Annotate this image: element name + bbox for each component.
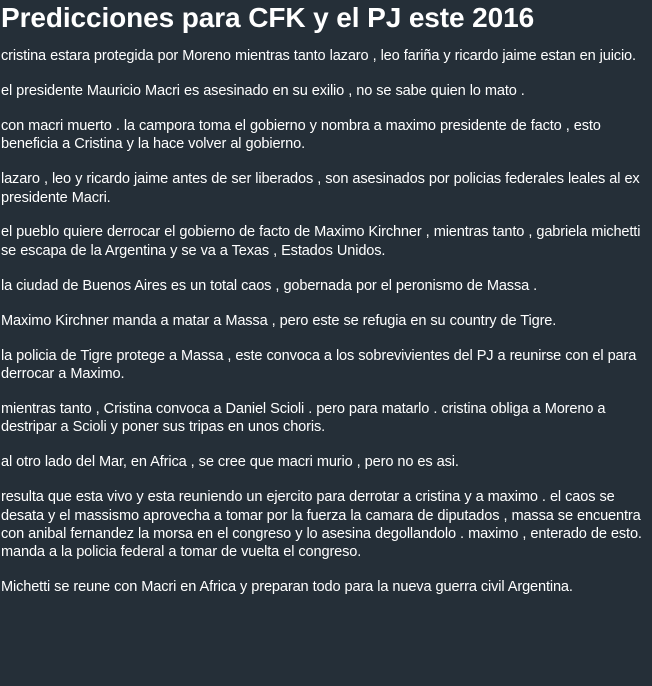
paragraph: Maximo Kirchner manda a matar a Massa , pero este se refugia en su country de Tigre. <box>1 312 557 329</box>
post-body <box>1 47 650 597</box>
paragraph: la ciudad de Buenos Aires es un total caos , gobernada por el peronismo de Massa . <box>1 277 538 294</box>
paragraph: mientras tanto , Cristina convoca a Daniel Scioli . pero para matarlo . cristina obliga a Moreno a destripar a Scioli y poner sus tripas en unos choris. <box>1 400 606 436</box>
paragraph: cristina estara protegida por Moreno mientras tanto lazaro , leo fariña y ricardo jaime estan en juicio. <box>1 48 636 64</box>
post-title: Predicciones para CFK y el PJ este 2016 <box>1 2 535 33</box>
paragraph: al otro lado del Mar, en Africa , se cree que macri murio , pero no es asi. <box>1 454 459 471</box>
paragraph: con macri muerto . la campora toma el gobierno y nombra a maximo presidente de facto , esto beneficia a Cristina y la hace volver al gobierno. <box>1 117 601 153</box>
paragraph: resulta que esta vivo y esta reuniendo un ejercito para derrotar a cristina y a maximo . el caos se desata y el massismo aprovecha a tomar por la fuerza la camara de diputados , massa se encuentra con anibal fernandez la morsa en el congreso y lo asesina degollandolo . maximo , enterado de esto. manda a la policia federal a tomar de vuelta el congreso. <box>1 489 642 561</box>
paragraph: la policia de Tigre protege a Massa , este convoca a los sobrevivientes del PJ a reunirse con el para derrocar a Maximo. <box>1 347 637 382</box>
paragraph: lazaro , leo y ricardo jaime antes de ser liberados , son asesinados por policias federales leales al ex presidente Macri. <box>1 171 640 206</box>
paragraph: el presidente Mauricio Macri es asesinado en su exilio , no se sabe quien lo mato . <box>1 82 525 99</box>
paragraph: el pueblo quiere derrocar el gobierno de facto de Maximo Kirchner , mientras tanto , gabriela michetti se escapa de la Argentina y se va a Texas , Estados Unidos. <box>1 224 641 259</box>
paragraph: Michetti se reune con Macri en Africa y preparan todo para la nueva guerra civil Argentina. <box>1 579 573 596</box>
